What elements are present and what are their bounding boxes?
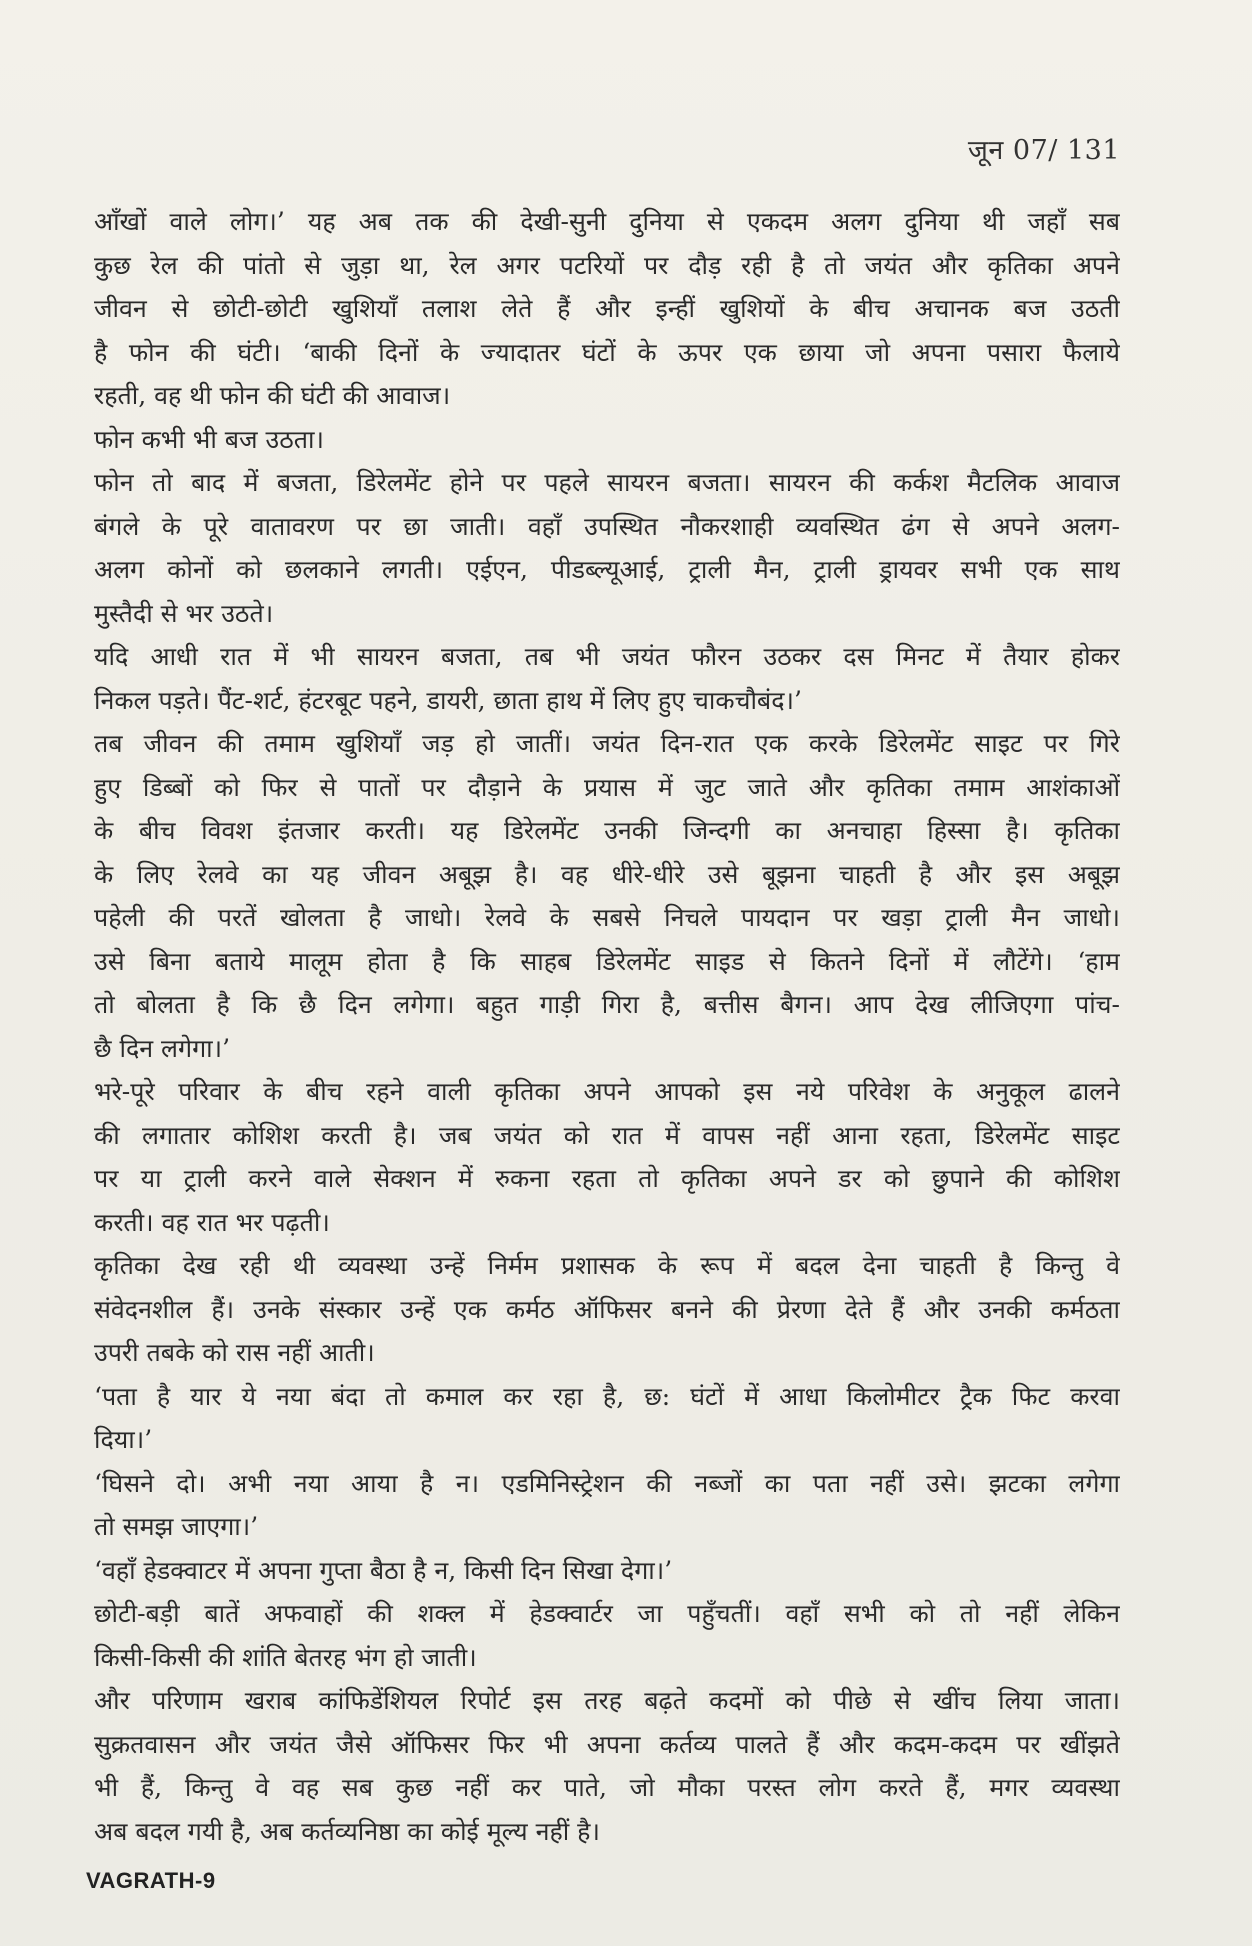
text-line: ‘वहाँ हेडक्वाटर में अपना गुप्ता बैठा है न, किसी दिन सिखा देगा।’ <box>94 1555 673 1585</box>
body-text <box>94 200 1120 1853</box>
text-line: ‘पता है यार ये नया बंदा तो कमाल कर रहा है, छ: घंटों में आधा किलोमीटर ट्रैक फिट करवा <box>94 1381 1120 1411</box>
text-line: आँखों वाले लोग।’ यह अब तक की देखी-सुनी दुनिया से एकदम अलग दुनिया थी जहाँ सब <box>94 207 1120 236</box>
text-line: तो समझ जाएगा।’ <box>94 1512 259 1541</box>
text-line: पर या ट्राली करने वाले सेक्शन में रुकना रहता तो कृतिका अपने डर को छुपाने की कोशिश <box>94 1164 1120 1193</box>
text-line: तब जीवन की तमाम खुशियाँ जड़ हो जातीं। जयंत दिन-रात एक करके डिरेलमेंट साइट पर गिरे <box>94 729 1120 758</box>
text-line: है फोन की घंटी। ‘बाकी दिनों के ज्यादातर घंटों के ऊपर एक छाया जो अपना पसारा फैलाये <box>94 337 1120 367</box>
text-line: कुछ रेल की पांतो से जुड़ा था, रेल अगर पटरियों पर दौड़ रही है तो जयंत और कृतिका अपने <box>94 250 1120 280</box>
page-header: जून 07/ 131 <box>967 135 1120 166</box>
text-line: ‘घिसने दो। अभी नया आया है न। एडमिनिस्ट्रेशन की नब्जों का पता नहीं उसे। झटका लगेगा <box>94 1468 1120 1498</box>
text-line: कृतिका देख रही थी व्यवस्था उन्हें निर्मम प्रशासक के रूप में बदल देना चाहती है किन्तु वे <box>94 1251 1120 1280</box>
text-line: अब बदल गयी है, अब कर्तव्यनिष्ठा का कोई मूल्य नहीं है। <box>94 1816 600 1846</box>
text-line: की लगातार कोशिश करती है। जब जयंत को रात में वापस नहीं आना रहता, डिरेलमेंट साइट <box>94 1120 1120 1150</box>
page-footer: VAGRATH-9 <box>86 1868 216 1893</box>
text-line: उपरी तबके को रास नहीं आती। <box>94 1338 375 1367</box>
text-line: फोन कभी भी बज उठता। <box>94 424 324 454</box>
text-line: उसे बिना बताये मालूम होता है कि साहब डिरेलमेंट साइड से कितने दिनों में लौटेंगे। ‘हाम <box>94 946 1120 976</box>
text-line: मुस्तैदी से भर उठते। <box>94 598 274 628</box>
text-line: और परिणाम खराब कांफिडेंशियल रिपोर्ट इस तरह बढ़ते कदमों को पीछे से खींच लिया जाता। <box>94 1686 1120 1715</box>
text-line: फोन तो बाद में बजता, डिरेलमेंट होने पर पहले सायरन बजता। सायरन की कर्कश मैटलिक आवाज <box>94 468 1120 497</box>
text-line: छै दिन लगेगा।’ <box>94 1033 231 1063</box>
text-line: निकल पड़ते। पैंट-शर्ट, हंटरबूट पहने, डायरी, छाता हाथ में लिए हुए चाकचौबंद।’ <box>94 685 802 715</box>
text-line: भरे-पूरे परिवार के बीच रहने वाली कृतिका अपने आपको इस नये परिवेश के अनुकूल ढालने <box>94 1077 1120 1106</box>
text-line: दिया।’ <box>94 1425 153 1454</box>
text-line: यदि आधी रात में भी सायरन बजता, तब भी जयंत फौरन उठकर दस मिनट में तैयार होकर <box>94 642 1120 671</box>
text-line: छोटी-बड़ी बातें अफवाहों की शक्ल में हेडक्वार्टर जा पहुँचतीं। वहाँ सभी को तो नहीं लेकिन <box>94 1599 1120 1628</box>
text-line: करती। वह रात भर पढ़ती। <box>94 1207 330 1237</box>
text-line: किसी-किसी की शांति बेतरह भंग हो जाती। <box>94 1642 477 1672</box>
text-line: रहती, वह थी फोन की घंटी की आवाज। <box>94 381 451 410</box>
text-line: संवेदनशील हैं। उनके संस्कार उन्हें एक कर्मठ ऑफिसर बनने की प्रेरणा देते हैं और उनकी कर्मठता <box>94 1294 1120 1324</box>
text-line: अलग कोनों को छलकाने लगती। एईएन, पीडब्ल्यूआई, ट्राली मैन, ट्राली ड्रायवर सभी एक साथ <box>94 555 1120 584</box>
text-line: पहेली की परतें खोलता है जाधो। रेलवे के सबसे निचले पायदान पर खड़ा ट्राली मैन जाधो। <box>94 903 1120 932</box>
text-line: के बीच विवश इंतजार करती। यह डिरेलमेंट उनकी जिन्दगी का अनचाहा हिस्सा है। कृतिका <box>94 816 1120 845</box>
text-line: के लिए रेलवे का यह जीवन अबूझ है। वह धीरे-धीरे उसे बूझना चाहती है और इस अबूझ <box>94 859 1120 889</box>
text-line: हुए डिब्बों को फिर से पातों पर दौड़ाने के प्रयास में जुट जाते और कृतिका तमाम आशंकाओं <box>94 772 1120 802</box>
text-line: भी हैं, किन्तु वे वह सब कुछ नहीं कर पाते, जो मौका परस्त लोग करते हैं, मगर व्यवस्था <box>94 1773 1120 1802</box>
text-line: जीवन से छोटी-छोटी खुशियाँ तलाश लेते हैं और इन्हीं खुशियों के बीच अचानक बज उठती <box>94 294 1120 323</box>
text-line: बंगले के पूरे वातावरण पर छा जाती। वहाँ उपस्थित नौकरशाही व्यवस्थित ढंग से अपने अलग- <box>94 511 1120 541</box>
text-line: सुक्रतवासन और जयंत जैसे ऑफिसर फिर भी अपना कर्तव्य पालते हैं और कदम-कदम पर खींझते <box>94 1729 1120 1759</box>
text-line: तो बोलता है कि छै दिन लगेगा। बहुत गाड़ी गिरा है, बत्तीस बैगन। आप देख लीजिएगा पांच- <box>94 990 1120 1019</box>
